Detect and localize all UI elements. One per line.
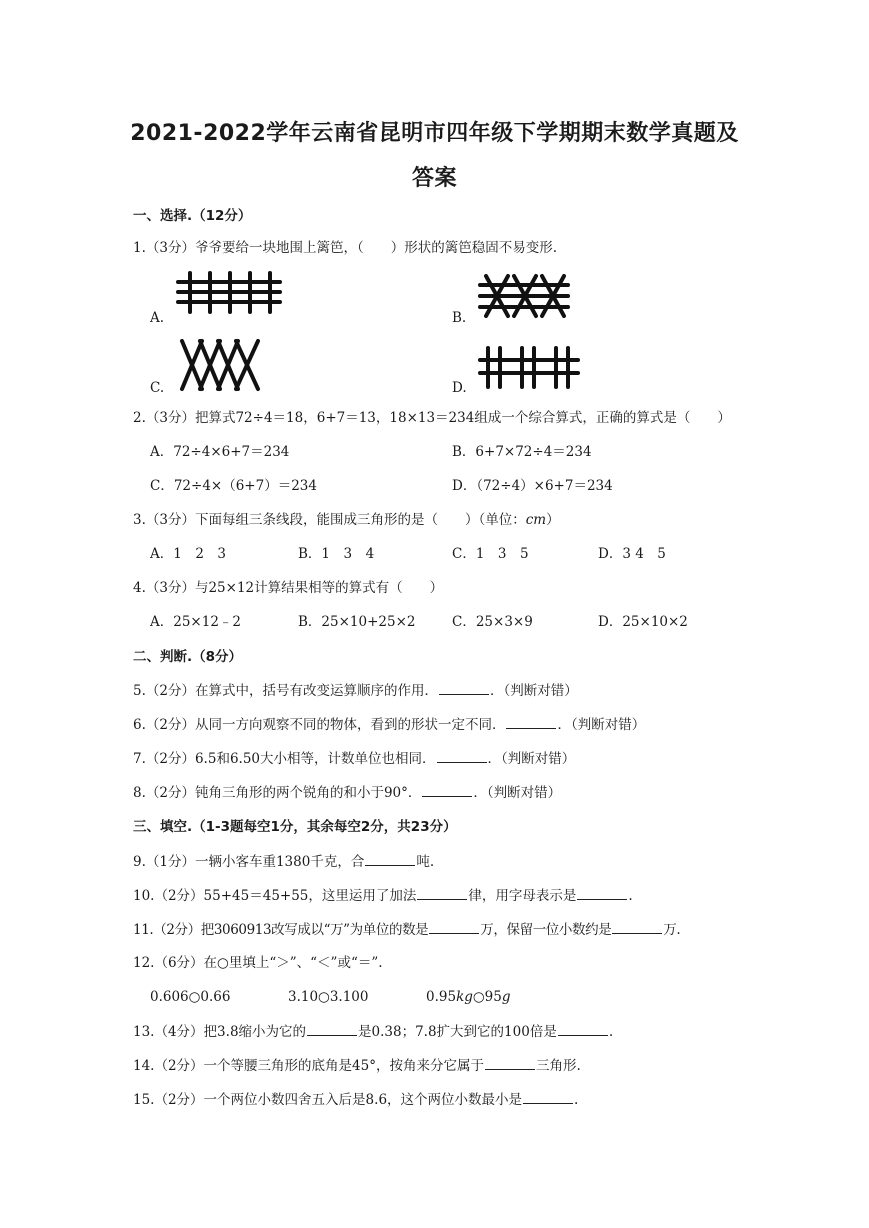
q10-middle: 律，用字母表示是 bbox=[468, 888, 577, 904]
q13-text: 13.（4分）把3.8缩小为它的 bbox=[133, 1024, 307, 1040]
fence-diamond-figure bbox=[176, 337, 266, 393]
question-14 bbox=[133, 1055, 581, 1076]
q5-text: 5.（2分）在算式中，括号有改变运算顺序的作用． bbox=[133, 683, 438, 699]
q15-suffix: . bbox=[574, 1092, 579, 1108]
q2-option-b: B．6+7×72÷4＝234 bbox=[452, 444, 592, 460]
q1-option-c-label: C. bbox=[150, 380, 165, 396]
q7-suffix: ．（判断对错） bbox=[487, 751, 576, 767]
question-6 bbox=[133, 714, 645, 735]
q15-answer-blank[interactable] bbox=[523, 1089, 573, 1104]
q11-text: 11.（2分）把3060913改写成以“万”为单位的数是 bbox=[133, 922, 429, 938]
fence-square-grid-figure bbox=[176, 270, 284, 318]
q3-option-b: B．1 3 4 bbox=[298, 546, 375, 562]
q6-suffix: ．（判断对错） bbox=[557, 717, 646, 733]
q4-option-b: B．25×10+25×2 bbox=[298, 614, 416, 630]
q5-answer-blank[interactable] bbox=[439, 680, 489, 695]
q13-suffix: . bbox=[608, 1024, 614, 1040]
question-9 bbox=[133, 851, 434, 872]
q10-answer-blank-2[interactable] bbox=[577, 885, 627, 900]
q9-suffix: 吨. bbox=[416, 854, 435, 870]
question-11 bbox=[133, 919, 680, 940]
q8-text: 8.（2分）钝角三角形的两个锐角的和小于90°． bbox=[133, 785, 422, 801]
q1-option-d-label: D. bbox=[452, 380, 467, 396]
q11-answer-blank-2[interactable] bbox=[612, 919, 662, 934]
question-8 bbox=[133, 782, 561, 803]
q10-suffix: . bbox=[628, 888, 633, 904]
q7-text: 7.（2分）6.5和6.50大小相等，计数单位也相同． bbox=[133, 751, 436, 767]
question-7 bbox=[133, 748, 575, 769]
q2-option-c: C．72÷4×（6+7）＝234 bbox=[150, 478, 317, 494]
question-3-stem bbox=[133, 510, 560, 530]
q13-answer-blank-2[interactable] bbox=[558, 1021, 608, 1036]
page-title-line-2: 答案 bbox=[411, 166, 457, 191]
q8-suffix: ．（判断对错） bbox=[473, 785, 562, 801]
fence-rectangle-figure bbox=[478, 345, 582, 391]
q6-answer-blank[interactable] bbox=[506, 714, 556, 729]
q3-stem-text: 3.（3分）下面每组三条线段，能围成三角形的是（ ）（单位： bbox=[133, 512, 526, 528]
q4-option-a: A．25×12﹣2 bbox=[150, 614, 242, 630]
q7-answer-blank[interactable] bbox=[437, 748, 487, 763]
q11-answer-blank-1[interactable] bbox=[429, 919, 479, 934]
fence-triangle-figure bbox=[478, 272, 570, 320]
q13-middle: 是0.38；7.8扩大到它的100倍是 bbox=[358, 1024, 557, 1040]
question-1-stem: 1.（3分）爷爷要给一块地围上篱笆，（ ）形状的篱笆稳固不易变形. bbox=[133, 240, 558, 256]
q4-option-c: C．25×3×9 bbox=[452, 614, 533, 630]
q12-item-3-unit-kg: kg bbox=[456, 989, 473, 1005]
q9-text: 9.（1分）一辆小客车重1380千克，合 bbox=[133, 854, 365, 870]
q8-answer-blank[interactable] bbox=[422, 782, 472, 797]
q14-answer-blank[interactable] bbox=[485, 1055, 535, 1070]
question-12-stem: 12.（6分）在○里填上“＞”、“＜”或“＝”. bbox=[133, 955, 383, 971]
q12-item-1: 0.606○0.66 bbox=[150, 989, 231, 1005]
q13-answer-blank-1[interactable] bbox=[307, 1021, 357, 1036]
question-2-stem: 2.（3分）把算式72÷4＝18，6+7＝13，18×13＝234组成一个综合算式，正确的算式是（ ） bbox=[133, 410, 731, 426]
page-title-line-1: 2021-2022学年云南省昆明市四年级下学期期末数学真题及 bbox=[130, 121, 739, 146]
question-13 bbox=[133, 1021, 613, 1042]
q9-answer-blank[interactable] bbox=[365, 851, 415, 866]
q3-stem-close: ） bbox=[546, 512, 560, 528]
q2-option-d: D．（72÷4）×6+7＝234 bbox=[452, 478, 613, 494]
question-4-stem: 4.（3分）与25×12计算结果相等的算式有（ ） bbox=[133, 580, 444, 596]
q2-option-a: A．72÷4×6+7＝234 bbox=[150, 444, 290, 460]
section-heading-choice: 一、选择.（12分） bbox=[133, 208, 252, 224]
section-heading-fill: 三、填空.（1-3题每空1分，其余每空2分，共23分） bbox=[133, 819, 457, 835]
question-10 bbox=[133, 885, 633, 906]
q11-suffix: 万. bbox=[663, 922, 681, 938]
q11-middle: 万，保留一位小数约是 bbox=[480, 922, 612, 938]
q12-item-3-compare: ○95 bbox=[472, 989, 502, 1005]
q4-option-d: D．25×10×2 bbox=[598, 614, 688, 630]
q15-text: 15.（2分）一个两位小数四舍五入后是8.6，这个两位小数最小是 bbox=[133, 1092, 523, 1108]
q14-suffix: 三角形. bbox=[536, 1058, 581, 1074]
q10-answer-blank-1[interactable] bbox=[417, 885, 467, 900]
q5-suffix: ．（判断对错） bbox=[489, 683, 578, 699]
q12-item-3-unit-g: g bbox=[501, 989, 511, 1005]
q10-text: 10.（2分）55+45＝45+55，这里运用了加法 bbox=[133, 888, 417, 904]
q1-option-b-label: B. bbox=[452, 310, 467, 326]
q3-option-a: A．1 2 3 bbox=[150, 546, 227, 562]
q12-item-3 bbox=[426, 987, 511, 1007]
q3-option-c: C．1 3 5 bbox=[452, 546, 529, 562]
question-5 bbox=[133, 680, 578, 701]
section-heading-judge: 二、判断.（8分） bbox=[133, 649, 243, 665]
q14-text: 14.（2分）一个等腰三角形的底角是45°，按角来分它属于 bbox=[133, 1058, 484, 1074]
q6-text: 6.（2分）从同一方向观察不同的物体，看到的形状一定不同． bbox=[133, 717, 506, 733]
q3-option-d: D．3 4 5 bbox=[598, 546, 666, 562]
q12-item-2: 3.10○3.100 bbox=[288, 989, 369, 1005]
q3-unit: cm bbox=[525, 512, 547, 528]
q12-item-3-value: 0.95 bbox=[426, 989, 457, 1005]
question-15 bbox=[133, 1089, 578, 1110]
q1-option-a-label: A. bbox=[150, 310, 165, 326]
